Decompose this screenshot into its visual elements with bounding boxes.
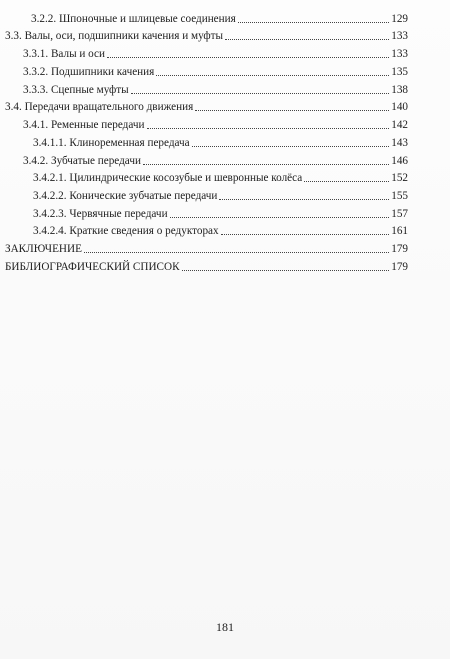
- toc-leader: [170, 216, 390, 218]
- toc-entry: [33, 223, 408, 239]
- toc-entry-page: 143: [391, 137, 408, 149]
- toc-entry: [33, 206, 408, 222]
- toc-entry: [23, 82, 408, 98]
- toc-entry-title: 3.4.2.3. Червячные передачи: [33, 208, 168, 220]
- toc-entry-title: 3.4.1.1. Клиноременная передача: [33, 137, 190, 149]
- page-number: 181: [216, 620, 234, 634]
- toc-entry-page: 138: [391, 84, 408, 96]
- toc-entry-page: 161: [391, 225, 408, 237]
- toc-entry-title: 3.3.1. Валы и оси: [23, 48, 106, 60]
- toc-entry-page: 155: [391, 190, 408, 202]
- toc-entry-title: 3.3.3. Сцепные муфты: [23, 84, 129, 96]
- toc-entry-page: 129: [391, 13, 408, 25]
- toc-leader: [195, 109, 389, 111]
- toc-entry: [33, 188, 408, 204]
- toc-entry: [5, 28, 408, 44]
- toc-entry-title: 3.4.2.2. Конические зубчатые передачи: [33, 190, 218, 202]
- toc-entry-page: 135: [391, 66, 408, 78]
- toc-leader: [304, 180, 389, 182]
- toc-leader: [107, 56, 389, 58]
- toc-entry-page: 140: [391, 101, 408, 113]
- toc-entry-title: 3.4.1. Ременные передачи: [23, 119, 145, 131]
- toc-leader: [192, 145, 390, 147]
- toc-entry: [5, 259, 408, 275]
- toc-entry-title: БИБЛИОГРАФИЧЕСКИЙ СПИСОК: [5, 261, 180, 273]
- toc-entry-title: 3.4.2.4. Краткие сведения о редукторах: [33, 225, 219, 237]
- toc-leader: [221, 233, 390, 235]
- toc-entry: [31, 11, 408, 27]
- toc-entry: [23, 64, 408, 80]
- toc-leader: [182, 269, 390, 271]
- toc-leader: [147, 127, 390, 129]
- toc-leader: [219, 198, 389, 200]
- toc-leader: [225, 38, 389, 40]
- toc-entry: [33, 135, 408, 151]
- toc-entry-page: 179: [391, 261, 408, 273]
- toc-entry-page: 157: [391, 208, 408, 220]
- toc-leader: [156, 74, 389, 76]
- toc-entry-page: 142: [391, 119, 408, 131]
- toc-entry-page: 152: [391, 172, 408, 184]
- toc-entry-page: 133: [391, 48, 408, 60]
- toc-entry-title: 3.4.2.1. Цилиндрические косозубые и шевронные колёса: [33, 172, 303, 184]
- toc-entry: [33, 170, 408, 186]
- toc-entry-page: 133: [391, 30, 408, 42]
- toc-entry-page: 146: [391, 155, 408, 167]
- toc-entry-title: 3.3.2. Подшипники качения: [23, 66, 155, 78]
- toc-entry-page: 179: [391, 243, 408, 255]
- toc-entry: [23, 46, 408, 62]
- toc-entry: [23, 153, 408, 169]
- toc-entry-title: 3.3. Валы, оси, подшипники качения и муфты: [5, 30, 224, 42]
- toc-entry: [5, 99, 408, 115]
- toc-entry-title: 3.2.2. Шпоночные и шлицевые соединения: [31, 13, 236, 25]
- toc-entry-title: 3.4. Передачи вращательного движения: [5, 101, 194, 113]
- toc-entry-title: 3.4.2. Зубчатые передачи: [23, 155, 141, 167]
- toc-leader: [131, 92, 390, 94]
- toc-leader: [238, 21, 389, 23]
- toc-leader: [143, 163, 389, 165]
- toc-entry: [5, 241, 408, 257]
- toc-entry-title: ЗАКЛЮЧЕНИЕ: [5, 243, 82, 255]
- toc-entry: [23, 117, 408, 133]
- toc-leader: [84, 251, 389, 253]
